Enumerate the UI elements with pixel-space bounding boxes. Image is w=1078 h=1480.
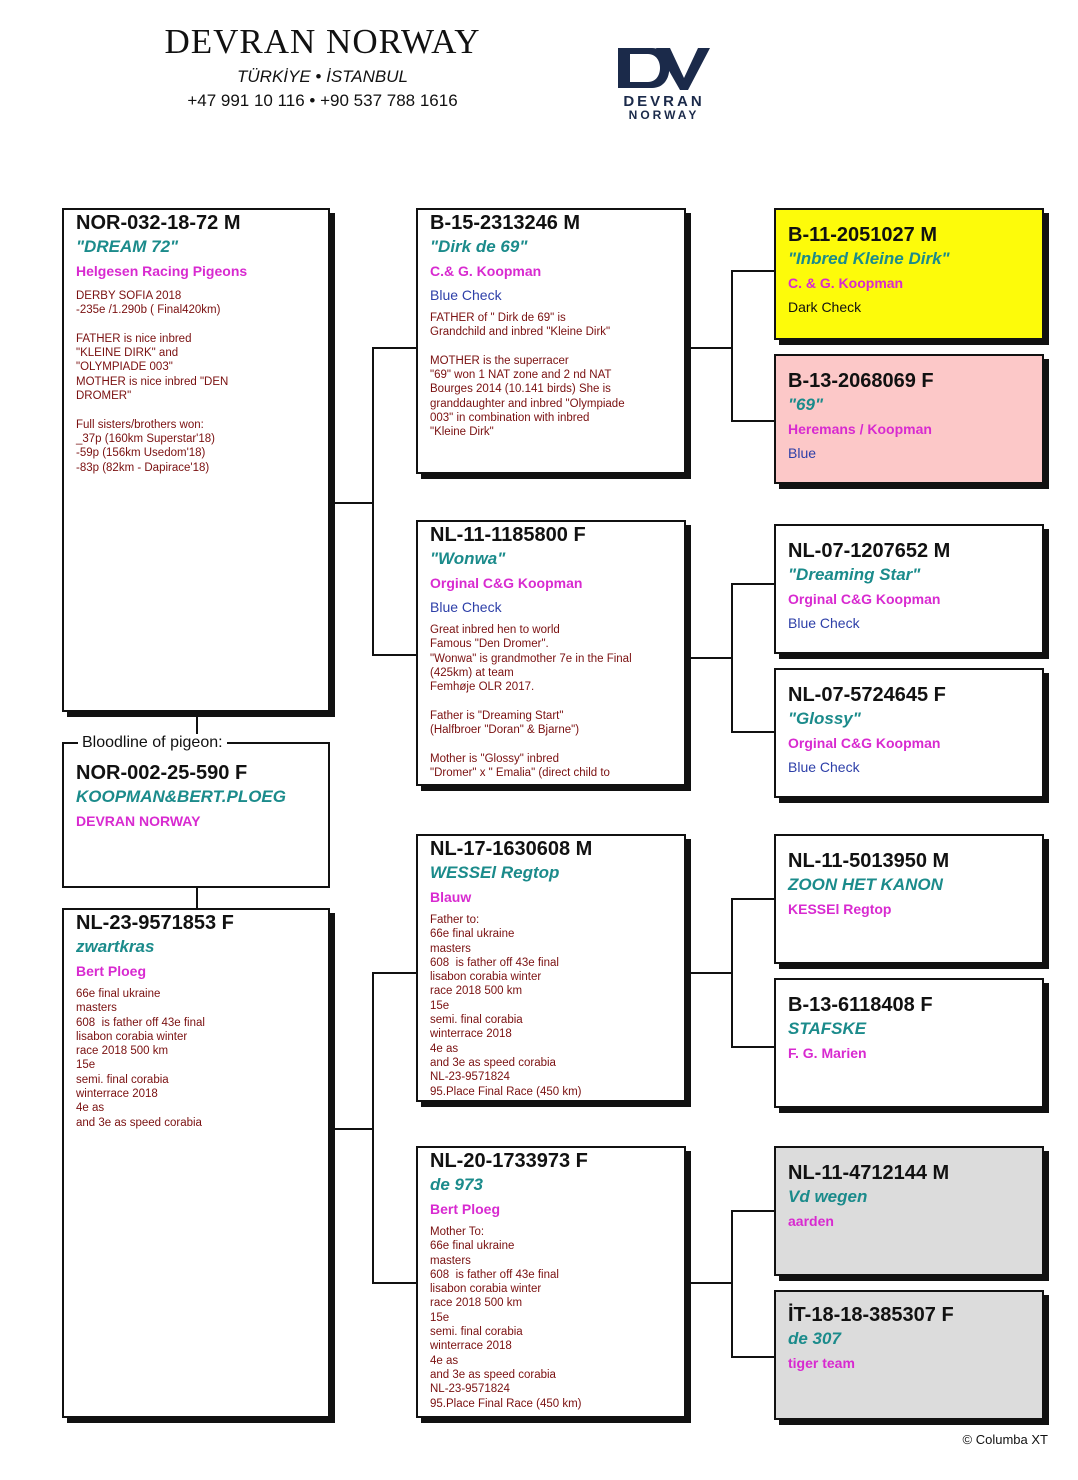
breeder: Bert Ploeg	[430, 1201, 501, 1217]
great-grandparent-card[interactable]	[774, 354, 1044, 484]
connector	[372, 347, 374, 655]
ring-number: NL-07-5724645 F	[788, 684, 946, 706]
ring-number: NL-11-5013950 M	[788, 850, 950, 872]
ring-number: B-13-6118408 F	[788, 994, 933, 1016]
maternal-grandmother-card[interactable]	[416, 1146, 686, 1418]
breeder: C.& G. Koopman	[430, 263, 542, 279]
plumage-color: Blue	[788, 445, 817, 461]
breeder: F. G. Marien	[788, 1045, 867, 1061]
connector	[330, 502, 373, 504]
great-grandparent-card[interactable]	[774, 668, 1044, 798]
connector	[372, 654, 417, 656]
ring-number: NL-23-9571853 F	[76, 912, 234, 934]
connector	[731, 1046, 775, 1048]
great-grandparent-card[interactable]	[774, 834, 1044, 964]
connector	[731, 270, 733, 422]
connector	[731, 270, 775, 272]
ring-number: İT-18-18-385307 F	[788, 1304, 954, 1326]
great-grandparent-card[interactable]	[774, 524, 1044, 654]
breeder: Blauw	[430, 889, 472, 905]
breeder: Orginal C&G Koopman	[430, 575, 583, 591]
father-card[interactable]	[62, 208, 330, 712]
ring-number: NL-11-4712144 M	[788, 1162, 950, 1184]
great-grandparent-card[interactable]	[774, 1290, 1044, 1420]
pigeon-notes: Mother To: 66e final ukraine masters 608 is father off 43e final lisabon corabia winter race 2018 500 km 15e semi. final corabia winterrace 2018 4e as and 3e as speed corabia NL-23-9571824 95.Place Final Race (450 km)	[430, 1226, 582, 1410]
pigeon-name: "Glossy"	[788, 709, 861, 728]
pigeon-name: KOOPMAN&BERT.PLOEG	[76, 787, 286, 806]
pigeon-name: "69"	[788, 395, 824, 414]
kennel-phone: +47 991 10 116 • +90 537 788 1616	[187, 91, 458, 110]
subject-card[interactable]	[62, 742, 330, 888]
breeder: DEVRAN NORWAY	[76, 813, 201, 829]
connector	[731, 1356, 775, 1358]
breeder: Orginal C&G Koopman	[788, 735, 941, 751]
mother-card[interactable]	[62, 908, 330, 1418]
breeder: C. & G. Koopman	[788, 275, 904, 291]
great-grandparent-card[interactable]	[774, 208, 1044, 340]
connector	[685, 657, 732, 659]
connector	[731, 898, 733, 1048]
maternal-grandfather-card[interactable]	[416, 834, 686, 1102]
ring-number: NL-17-1630608 M	[430, 838, 593, 860]
pigeon-name: "DREAM 72"	[76, 237, 179, 256]
ring-number: NL-11-1185800 F	[430, 524, 586, 546]
connector	[731, 583, 733, 733]
pigeon-notes: 66e final ukraine masters 608 is father off 43e final lisabon corabia winter race 2018 500 km 15e semi. final corabia winterrace 2018 4e as and 3e as speed corabia	[76, 988, 205, 1129]
logo-text-norway: NORWAY	[628, 108, 700, 122]
great-grandparent-card[interactable]	[774, 978, 1044, 1108]
connector	[731, 583, 775, 585]
connector	[372, 972, 417, 974]
paternal-grandmother-card[interactable]	[416, 520, 686, 786]
connector	[372, 347, 417, 349]
pigeon-name: de 307	[788, 1329, 841, 1348]
connector	[685, 347, 732, 349]
pigeon-notes: DERBY SOFIA 2018 -235e /1.290b ( Final420km) FATHER is nice inbred "KLEINE DIRK" and "OLYMPIADE 003" MOTHER is nice inbred "DEN DROMER" Full sisters/brothers won: _37p (160km Superstar'18) -59p (156km Usedom'18) -83p (82km - Dapirace'18)	[76, 290, 229, 474]
breeder: Bert Ploeg	[76, 963, 147, 979]
ring-number: NOR-032-18-72 M	[76, 212, 241, 234]
logo-text-devran: DEVRAN	[623, 93, 705, 110]
paternal-grandfather-card[interactable]	[416, 208, 686, 474]
plumage-color: Blue Check	[430, 287, 502, 303]
connector	[685, 972, 732, 974]
connector	[731, 731, 775, 733]
connector	[372, 1282, 417, 1284]
pigeon-name: zwartkras	[76, 937, 155, 956]
connector	[685, 1282, 732, 1284]
pigeon-name: WESSEl Regtop	[430, 863, 560, 882]
kennel-name: DEVRAN NORWAY	[164, 22, 481, 61]
ring-number: B-13-2068069 F	[788, 370, 934, 392]
connector	[731, 898, 775, 900]
pigeon-name: "Wonwa"	[430, 549, 506, 568]
bloodline-legend: Bloodline of pigeon:	[78, 734, 227, 752]
connector	[372, 972, 374, 1284]
connector	[330, 1128, 373, 1130]
plumage-color: Blue Check	[430, 599, 502, 615]
kennel-location: TÜRKİYE • İSTANBUL	[237, 67, 408, 86]
pigeon-name: Vd wegen	[788, 1187, 868, 1206]
breeder: tiger team	[788, 1355, 855, 1371]
ring-number: B-15-2313246 M	[430, 212, 581, 234]
great-grandparent-card[interactable]	[774, 1146, 1044, 1276]
breeder: Helgesen Racing Pigeons	[76, 263, 248, 279]
ring-number: NL-07-1207652 M	[788, 540, 951, 562]
breeder: Orginal C&G Koopman	[788, 591, 941, 607]
breeder: KESSEl Regtop	[788, 901, 892, 917]
breeder: aarden	[788, 1213, 834, 1229]
ring-number: NL-20-1733973 F	[430, 1150, 588, 1172]
connector	[731, 1210, 775, 1212]
breeder: Heremans / Koopman	[788, 421, 932, 437]
pigeon-name: "Dreaming Star"	[788, 565, 921, 584]
pigeon-name: de 973	[430, 1175, 483, 1194]
pigeon-name: STAFSKE	[788, 1019, 867, 1038]
pigeon-name: "Dirk de 69"	[430, 237, 528, 256]
connector	[731, 420, 775, 422]
connector	[731, 1210, 733, 1358]
pigeon-name: "Inbred Kleine Dirk"	[788, 249, 950, 268]
ring-number: NOR-002-25-590 F	[76, 762, 248, 784]
software-credit: © Columba XT	[962, 1432, 1048, 1447]
plumage-color: Blue Check	[788, 615, 860, 631]
pigeon-notes: Father to: 66e final ukraine masters 608 is father off 43e final lisabon corabia winter race 2018 500 km 15e semi. final corabia winterrace 2018 4e as and 3e as speed corabia NL-23-9571824 95.Place Final Race (450 km)	[430, 914, 582, 1098]
pigeon-notes: FATHER of " Dirk de 69" is Grandchild and inbred "Kleine Dirk" MOTHER is the superracer "69" won 1 NAT zone and 2 nd NAT Bourges 2014 (10.141 birds) She is granddaughter and inbred "Olympiade 003" in combination with inbred "Kleine Dirk"	[430, 312, 625, 439]
ring-number: B-11-2051027 M	[788, 224, 937, 246]
pigeon-name: ZOON HET KANON	[788, 875, 943, 894]
pigeon-notes: Great inbred hen to world Famous "Den Dromer". "Wonwa" is grandmother 7e in the Final (425km) at team Femhøje OLR 2017. Father is "Dreaming Start" (Halfbroer "Doran" & Bjarne") Mother is "Glossy" inbred "Dromer" x " Emalia" (direct child to	[430, 624, 632, 779]
plumage-color: Blue Check	[788, 759, 860, 775]
plumage-color: Dark Check	[788, 299, 862, 315]
connector	[196, 886, 198, 910]
